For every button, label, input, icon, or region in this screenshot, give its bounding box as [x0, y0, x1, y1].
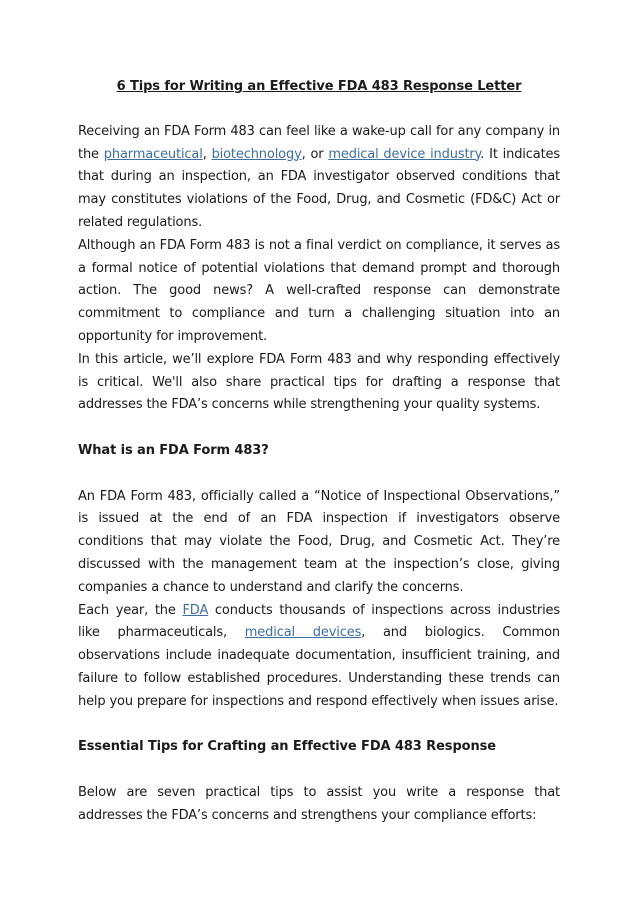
link-fda[interactable]: FDA: [182, 602, 209, 618]
section-heading-what-is-483: What is an FDA Form 483?: [78, 442, 269, 458]
link-biotechnology[interactable]: biotechnology: [211, 146, 302, 162]
section2-paragraph-1: Below are seven practical tips to assist you write a response that addresses the FDA’s concerns and strengthens your compliance efforts:: [78, 784, 560, 823]
text-span: ,: [202, 146, 212, 162]
intro-paragraph-2: Although an FDA Form 483 is not a final verdict on compliance, it serves as a formal notice of potential violations that demand prompt and thorough action. The good news? A well-crafted response can demonstrate commitment to compliance and turn a challenging situation into an opportunity for improvement.: [78, 237, 560, 344]
document-page: [78, 76, 560, 828]
text-span: conducts thousands of inspections across industries like pharmaceuticals,: [78, 602, 560, 641]
text-span: , and biologics. Common observations include inadequate documentation, insufficient training, and failure to follow established procedures. Understanding these trends can help you prepare for inspections and respond effectively when issues arise.: [78, 625, 561, 709]
spacer: [78, 759, 560, 782]
link-medical-device-industry[interactable]: medical device industry: [328, 146, 481, 162]
spacer: [78, 417, 560, 440]
section1-paragraph-2: [78, 600, 560, 714]
spacer: [78, 463, 560, 486]
text-span: , or: [301, 146, 329, 162]
intro-paragraph-1: [78, 121, 560, 235]
text-span: . It indicates that during an inspection, an FDA investigator observed conditions that may constitutes violations of the Food, Drug, and Cosmetic (FD&C) Act or related regulations.: [78, 146, 560, 230]
spacer: [78, 714, 560, 737]
text-span: Each year, the: [78, 602, 183, 618]
section1-paragraph-1: An FDA Form 483, officially called a “Notice of Inspectional Observations,” is issued at the end of an FDA inspection if investigators observe conditions that may violate the Food, Drug, and Cosmetic Act. They’re discussed with the management team at the inspection’s close, giving companies a chance to understand and clarify the concerns.: [78, 488, 560, 595]
link-pharmaceutical[interactable]: pharmaceutical: [103, 146, 203, 162]
text-span: Receiving an FDA Form 483 can feel like a wake-up call for any company in the: [78, 123, 560, 162]
document-title: 6 Tips for Writing an Effective FDA 483 Response Letter: [116, 79, 522, 94]
link-medical-devices[interactable]: medical devices: [244, 625, 362, 641]
section-heading-essential-tips: Essential Tips for Crafting an Effective FDA 483 Response: [78, 739, 496, 755]
intro-paragraph-3: In this article, we’ll explore FDA Form 483 and why responding effectively is critical. We'll also share practical tips for drafting a response that addresses the FDA’s concerns while strengthening your quality systems.: [78, 351, 560, 413]
